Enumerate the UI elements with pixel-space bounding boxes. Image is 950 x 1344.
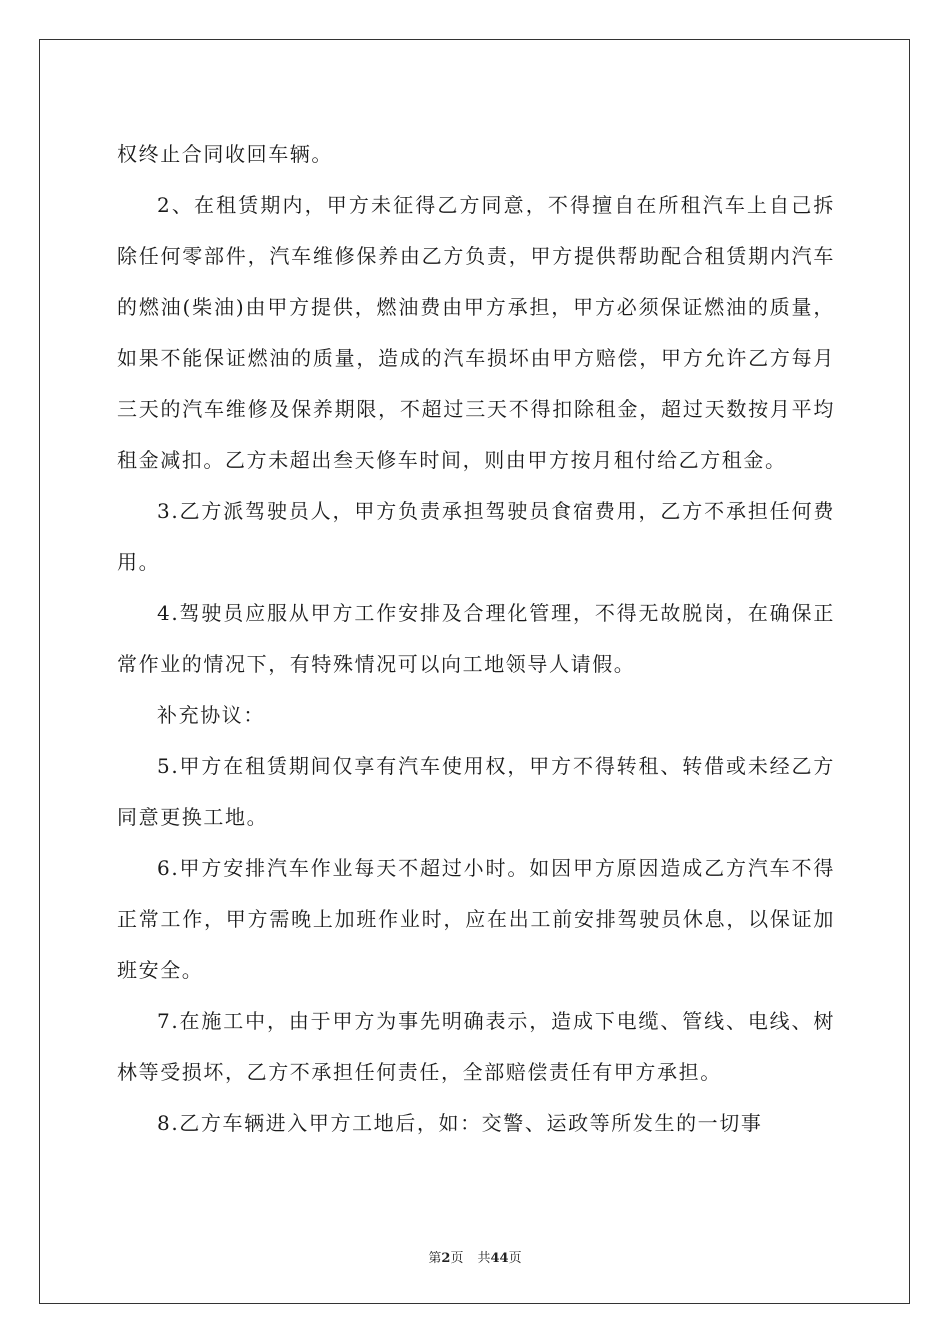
page-number: 2: [441, 1251, 451, 1266]
page-footer: [0, 1247, 950, 1266]
paragraph-clause-5: 5.甲方在租赁期间仅享有汽车使用权，甲方不得转租、转借或未经乙方同意更换工地。: [117, 754, 835, 829]
paragraph-clause-4: 4.驾驶员应服从甲方工作安排及合理化管理，不得无故脱岗，在确保正常作业的情况下，有特殊情况可以向工地领导人请假。: [117, 601, 835, 676]
total-prefix: 共: [477, 1251, 491, 1266]
paragraph-supplement-heading: 补充协议：: [157, 703, 265, 727]
paragraph-clause-3: 3.乙方派驾驶员人，甲方负责承担驾驶员食宿费用，乙方不承担任何费用。: [117, 499, 835, 574]
paragraph-continuation: 权终止合同收回车辆。: [117, 142, 333, 166]
total-suffix: 页: [508, 1251, 522, 1266]
total-pages: 44: [490, 1251, 509, 1266]
paragraph-clause-2: 2、在租赁期内，甲方未征得乙方同意，不得擅自在所租汽车上自己拆除任何零部件，汽车维修保养由乙方负责，甲方提供帮助配合租赁期内汽车的燃油(柴油)由甲方提供，燃油费由甲方承担，甲方必须保证燃油的质量，如果不能保证燃油的质量，造成的汽车损坏由甲方赔偿，甲方允许乙方每月三天的汽车维修及保养期限，不超过三天不得扣除租金，超过天数按月平均租金减扣。乙方未超出叁天修车时间，则由甲方按月租付给乙方租金。: [117, 193, 835, 472]
paragraph-clause-6: 6.甲方安排汽车作业每天不超过小时。如因甲方原因造成乙方汽车不得正常工作，甲方需晚上加班作业时，应在出工前安排驾驶员休息，以保证加班安全。: [117, 856, 835, 982]
page-prefix: 第: [428, 1251, 442, 1266]
page-suffix: 页: [450, 1251, 464, 1266]
paragraph-clause-7: 7.在施工中，由于甲方为事先明确表示，造成下电缆、管线、电线、树林等受损坏，乙方不承担任何责任，全部赔偿责任有甲方承担。: [117, 1009, 835, 1084]
paragraph-clause-8: 8.乙方车辆进入甲方工地后，如：交警、运政等所发生的一切事: [157, 1111, 763, 1135]
document-body: [117, 129, 835, 1149]
